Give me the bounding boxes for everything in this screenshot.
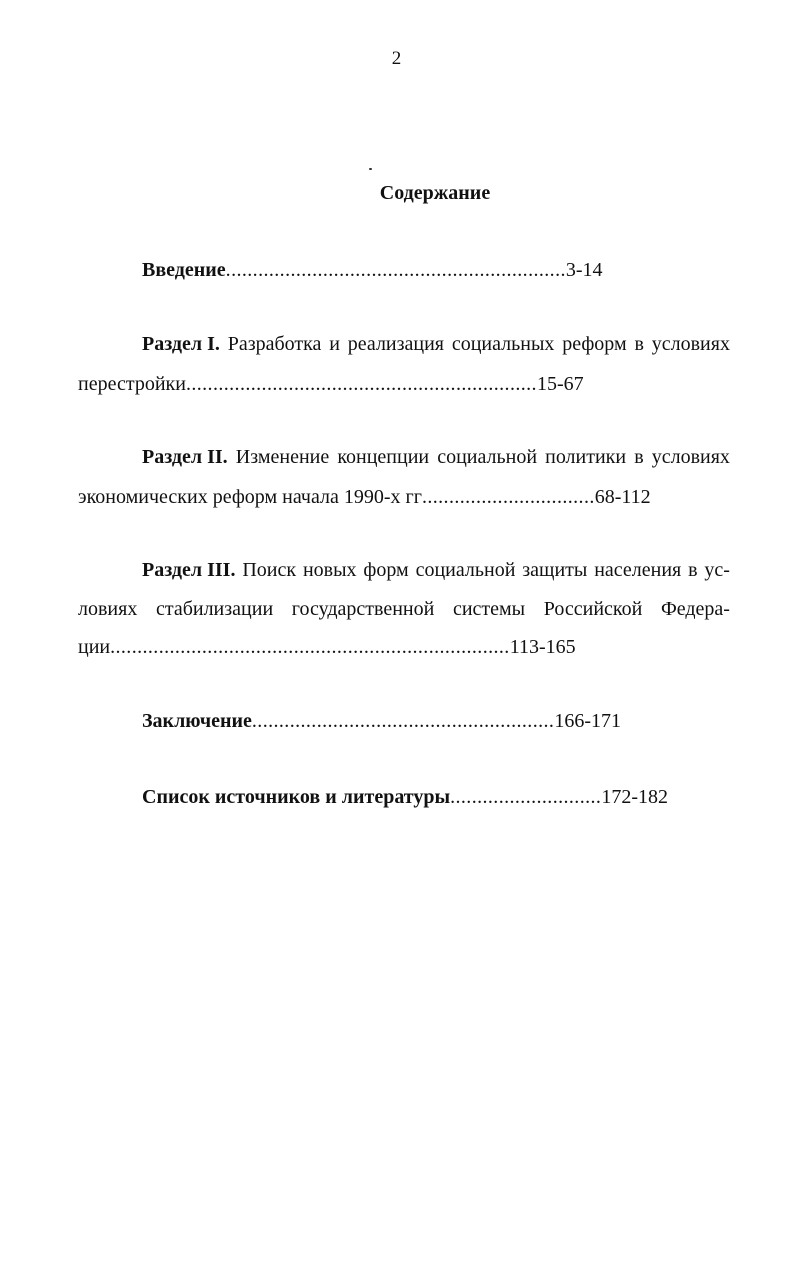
toc-word: политики xyxy=(545,446,627,468)
toc-word: государственной xyxy=(291,598,435,620)
toc-word: в xyxy=(634,446,644,468)
toc-entry-sources-title: Список источников и литературы xyxy=(142,786,451,808)
toc-entry-section1-label: Раздел I. xyxy=(142,333,220,355)
toc-entry-intro-title: Введение xyxy=(142,259,226,281)
toc-entry-section3-line2 xyxy=(78,596,730,622)
toc-word: реализация xyxy=(347,333,445,355)
toc-word: форм xyxy=(363,559,409,581)
toc-word: реформ xyxy=(562,333,627,355)
toc-entry-section3-line3 xyxy=(78,634,576,660)
toc-entry-section1-line2 xyxy=(78,371,584,397)
toc-entry-section2-label: Раздел II. xyxy=(142,446,228,468)
toc-entry-section3-pages: 113-165 xyxy=(509,636,576,658)
toc-entry-intro xyxy=(142,257,603,283)
toc-entry-conclusion-leader: ........................................................ xyxy=(251,710,555,732)
toc-word: ус- xyxy=(704,559,730,581)
toc-word: в xyxy=(688,559,698,581)
toc-word: Российской xyxy=(543,598,643,620)
toc-title: Содержание xyxy=(379,182,491,204)
toc-word: системы xyxy=(452,598,526,620)
toc-word: Изменение xyxy=(235,446,330,468)
toc-entry-section2-line2 xyxy=(78,484,651,510)
toc-word: Разработка xyxy=(227,333,322,355)
toc-entry-sources-leader: ............................ xyxy=(450,786,602,808)
toc-word: социальной xyxy=(437,446,538,468)
toc-word: новых xyxy=(302,559,357,581)
toc-word: Федера- xyxy=(660,598,730,620)
ink-speck xyxy=(369,168,372,170)
toc-entry-intro-pages: 3-14 xyxy=(565,259,603,281)
toc-entry-intro-leader: ............................................................... xyxy=(225,259,566,281)
toc-word: Поиск xyxy=(242,559,297,581)
page-number: 2 xyxy=(391,48,402,69)
toc-word: условиях xyxy=(651,333,730,355)
toc-entry-section2-text: экономических реформ начала 1990-х гг xyxy=(78,486,422,508)
toc-word: в xyxy=(634,333,644,355)
toc-word: ловиях xyxy=(78,598,138,620)
toc-entry-section1-leader: ................................................................. xyxy=(185,373,537,395)
toc-entry-section1-text: перестройки xyxy=(78,373,186,395)
toc-word: социальной xyxy=(415,559,516,581)
toc-word: и xyxy=(329,333,340,355)
toc-entry-conclusion-title: Заключение xyxy=(142,710,252,732)
toc-entry-sources-pages: 172-182 xyxy=(601,786,668,808)
toc-entry-section1-pages: 15-67 xyxy=(536,373,584,395)
toc-entry-section3-line1 xyxy=(142,557,730,583)
toc-word: социальных xyxy=(451,333,555,355)
toc-entry-conclusion xyxy=(142,708,621,734)
toc-entry-section2-line1 xyxy=(142,444,730,470)
toc-word: концепции xyxy=(337,446,430,468)
toc-entry-section2-pages: 68-112 xyxy=(594,486,651,508)
toc-word: населения xyxy=(594,559,682,581)
toc-entry-section2-leader: ................................ xyxy=(421,486,595,508)
toc-entry-sources xyxy=(142,784,668,810)
toc-entry-section3-text: ции xyxy=(78,636,111,658)
toc-word: стабилизации xyxy=(155,598,274,620)
toc-entry-section1-line1 xyxy=(142,331,730,357)
toc-word: защиты xyxy=(522,559,588,581)
toc-entry-conclusion-pages: 166-171 xyxy=(554,710,621,732)
toc-entry-section3-label: Раздел III. xyxy=(142,559,236,581)
toc-entry-section3-leader: .......................................................................... xyxy=(110,636,510,658)
toc-word: условиях xyxy=(651,446,730,468)
